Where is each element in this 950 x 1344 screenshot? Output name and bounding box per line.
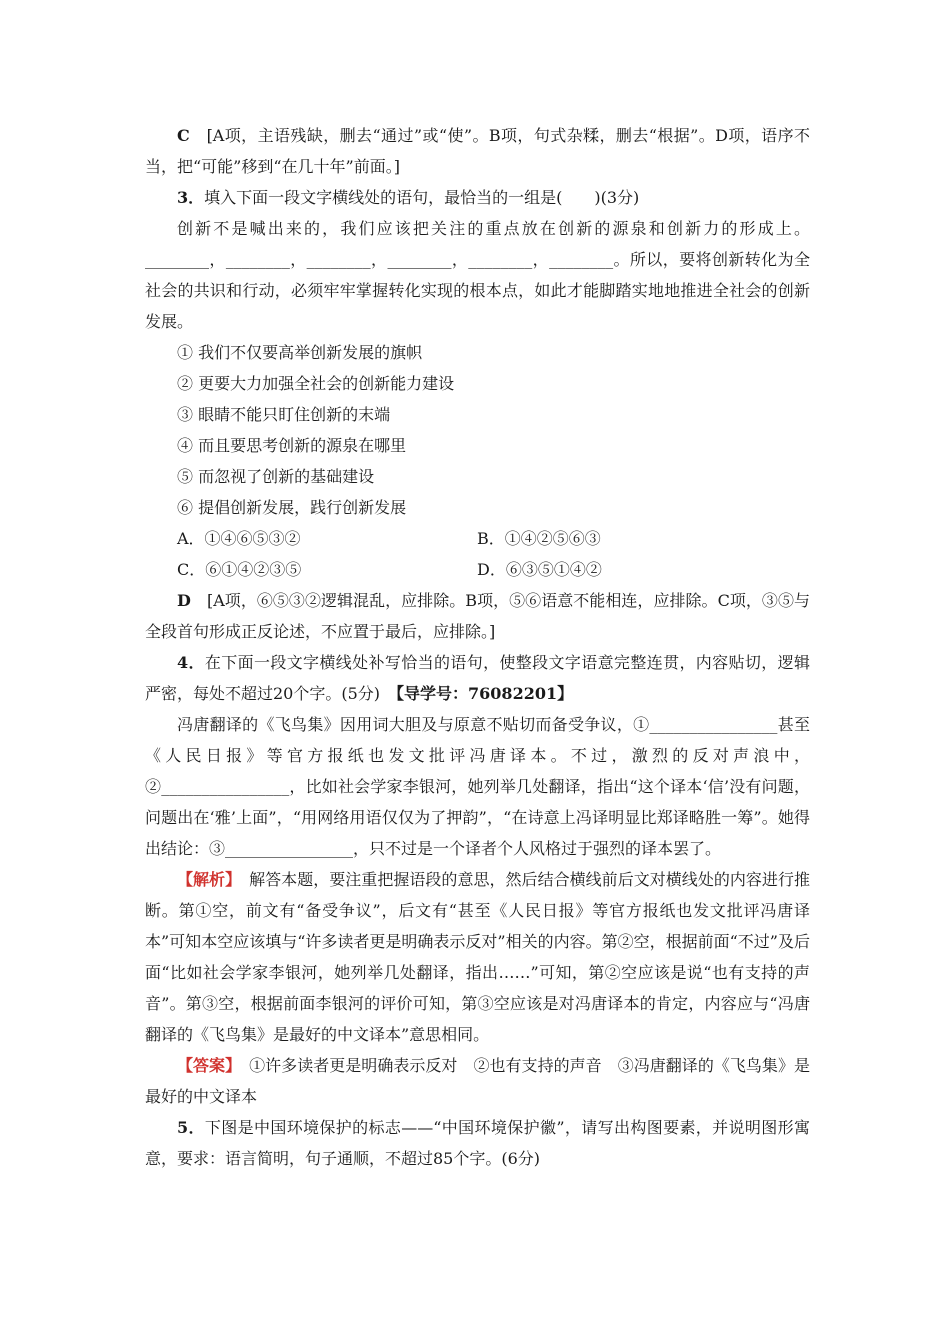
q3-option-d: D．⑥③⑤①④② xyxy=(477,560,602,579)
q3-item: ② 更要大力加强全社会的创新能力建设 xyxy=(177,374,455,393)
q3-item: ⑤ 而忽视了创新的基础建设 xyxy=(177,467,375,486)
q3-passage: 创新不是喊出来的，我们应该把关注的重点放在创新的源泉和创新力的形成上。________，________，________，________，________，________。所以，要将创新转化为全社会的共识和行动，必须牢牢掌握转化实现的根本点，如此才能脚踏实地地推进全社会的创新发展。 xyxy=(145,219,810,331)
analysis-tag: 【解析】 xyxy=(177,870,234,889)
q4-analysis xyxy=(145,864,810,1050)
q5-stem: 下图是中国环境保护的标志——“中国环境保护徽”，请写出构图要素，并说明图形寓意，要求：语言简明，句子通顺，不超过85个字。(6分) xyxy=(145,1118,810,1168)
q3-question xyxy=(145,182,810,213)
q2-explanation: [A项，主语残缺，删去“通过”或“使”。B项，句式杂糅，删去“根据”。D项，语序不当，把“可能”移到“在几十年”前面。] xyxy=(145,126,810,176)
q3-options-row xyxy=(145,523,810,554)
q4-passage: 冯唐翻译的《飞鸟集》因用词大胆及与原意不贴切而备受争议，①________________甚至《人民日报》等官方报纸也发文批评冯唐译本。不过，激烈的反对声浪中，②________________，比如社会学家李银河，她列举几处翻译，指出“这个译本‘信’没有问题，问题出在‘雅’上面”，“用网络用语仅仅为了押韵”，“在诗意上冯译明显比郑译略胜一筹”。她得出结论：③________________，只不过是一个译者个人风格过于强烈的译本罢了。 xyxy=(145,715,810,858)
q3-option-a: A．①④⑥⑤③② xyxy=(177,529,301,548)
q2-answer-letter: C xyxy=(177,126,190,145)
q3-item: ④ 而且要思考创新的源泉在哪里 xyxy=(177,436,407,455)
q3-answer-block xyxy=(145,585,810,647)
q5-number: 5． xyxy=(177,1118,205,1137)
answer-tag: 【答案】 xyxy=(177,1056,234,1075)
q5-question xyxy=(145,1112,810,1174)
q3-options-row xyxy=(145,554,810,585)
q3-number: 3． xyxy=(177,188,205,207)
document-content xyxy=(145,120,810,1174)
q2-answer-block xyxy=(145,120,810,182)
q3-option-c: C．⑥①④②③⑤ xyxy=(177,560,302,579)
q3-stem: 填入下面一段文字横线处的语句，最恰当的一组是( )(3分) xyxy=(204,188,640,207)
q3-item: ① 我们不仅要高举创新发展的旗帜 xyxy=(177,343,423,362)
q4-number: 4． xyxy=(177,653,205,672)
q4-question xyxy=(145,647,810,709)
q4-answer xyxy=(145,1050,810,1112)
q4-guide-ref: 【导学号：76082201】 xyxy=(396,684,574,703)
q4-answer-text: ①许多读者更是明确表示反对 ②也有支持的声音 ③冯唐翻译的《飞鸟集》是最好的中文译本 xyxy=(145,1056,810,1106)
q3-option-b: B．①④②⑤⑥③ xyxy=(477,529,601,548)
q4-stem: 在下面一段文字横线处补写恰当的语句，使整段文字语意完整连贯，内容贴切，逻辑严密，每处不超过20个字。(5分) xyxy=(145,653,810,703)
q3-explanation: [A项，⑥⑤③②逻辑混乱，应排除。B项，⑤⑥语意不能相连，应排除。C项，③⑤与全段首句形成正反论述，不应置于最后，应排除。] xyxy=(145,591,810,641)
q4-analysis-text: 解答本题，要注重把握语段的意思，然后结合横线前后文对横线处的内容进行推断。第①空，前文有“备受争议”，后文有“甚至《人民日报》等官方报纸也发文批评冯唐译本”可知本空应该填与“许多读者更是明确表示反对”相关的内容。第②空，根据前面“不过”及后面“比如社会学家李银河，她列举几处翻译，指出……”可知，第②空应该是说“也有支持的声音”。第③空，根据前面李银河的评价可知，第③空应该是对冯唐译本的肯定，内容应与“冯唐翻译的《飞鸟集》是最好的中文译本”意思相同。 xyxy=(145,870,810,1044)
q3-item: ⑥ 提倡创新发展，践行创新发展 xyxy=(177,498,407,517)
q3-answer-letter: D xyxy=(177,591,191,610)
q3-item: ③ 眼睛不能只盯住创新的末端 xyxy=(177,405,391,424)
